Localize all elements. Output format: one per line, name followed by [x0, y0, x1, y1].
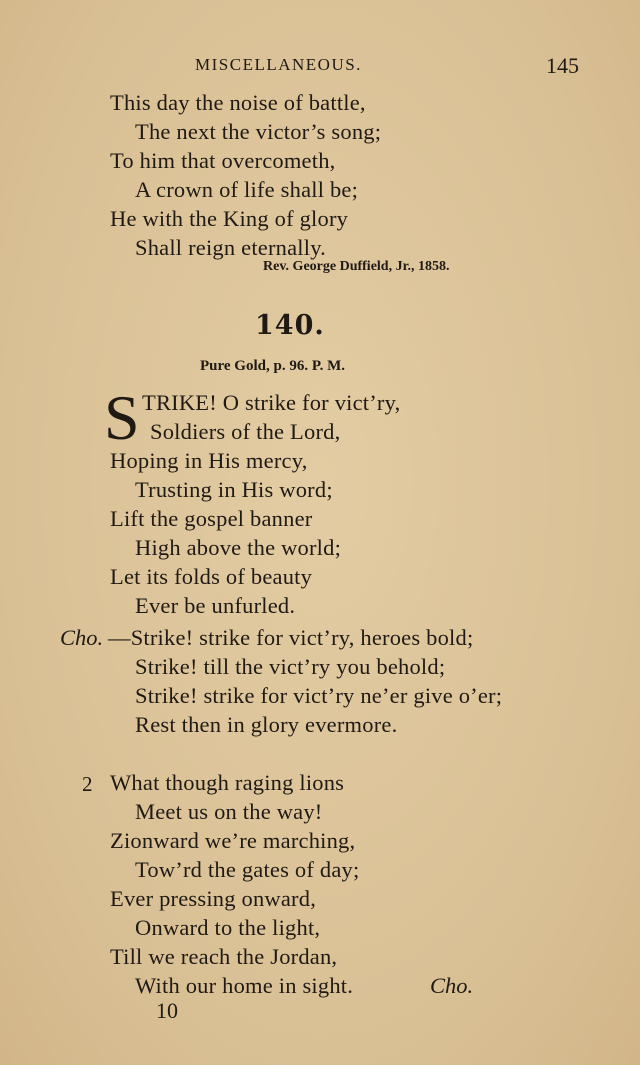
verse2-line: Tow’rd the gates of day; — [135, 857, 360, 882]
hymn-line: A crown of life shall be; — [135, 177, 359, 202]
verse-number: 2 — [82, 772, 93, 796]
verse1-line: Ever be unfurled. — [135, 593, 296, 618]
chorus-label: Cho. — [60, 625, 104, 650]
chorus-line: Strike! till the vict’ry you behold; — [135, 654, 446, 679]
verse2-line: Till we reach the Jordan, — [110, 944, 338, 969]
verse1-line: Soldiers of the Lord, — [150, 419, 341, 444]
chorus-cue: Cho. — [430, 973, 474, 998]
verse1-line: Hoping in His mercy, — [110, 448, 308, 473]
verse2-line: Zionward we’re marching, — [110, 828, 356, 853]
chorus-line: Rest then in glory evermore. — [135, 712, 398, 737]
tune-reference: Pure Gold, p. 96. P. M. — [200, 358, 346, 374]
author-attribution: Rev. George Duffield, Jr., 1858. — [263, 259, 450, 274]
chorus-line: Strike! strike for vict’ry ne’er give o’er; — [135, 683, 503, 708]
hymn-line: The next the victor’s song; — [135, 119, 382, 144]
hymn-line: To him that overcometh, — [110, 148, 336, 173]
chorus-line: —Strike! strike for vict’ry, heroes bold; — [108, 625, 474, 650]
running-header: MISCELLANEOUS. — [195, 55, 362, 74]
verse2-line: Ever pressing onward, — [110, 886, 317, 911]
verse1-line: TRIKE! O strike for vict’ry, — [142, 390, 401, 415]
verse1-line: Lift the gospel banner — [110, 506, 313, 531]
hymn-line: Shall reign eternally. — [135, 235, 327, 260]
verse1-line: High above the world; — [135, 535, 342, 560]
verse2-line: Onward to the light, — [135, 915, 321, 940]
hymn-line: He with the King of glory — [110, 206, 349, 231]
verse1-line: Let its folds of beauty — [110, 564, 313, 589]
drop-cap: S — [104, 382, 140, 453]
hymn-line: This day the noise of battle, — [110, 90, 366, 115]
hymn-number: 140. — [255, 310, 325, 341]
verse2-line: Meet us on the way! — [135, 799, 323, 824]
verse2-line: What though raging lions — [110, 770, 345, 795]
verse1-line: Trusting in His word; — [135, 477, 333, 502]
page-number: 145 — [546, 53, 579, 78]
verse2-line: With our home in sight. — [135, 973, 354, 998]
signature-mark: 10 — [156, 998, 178, 1023]
